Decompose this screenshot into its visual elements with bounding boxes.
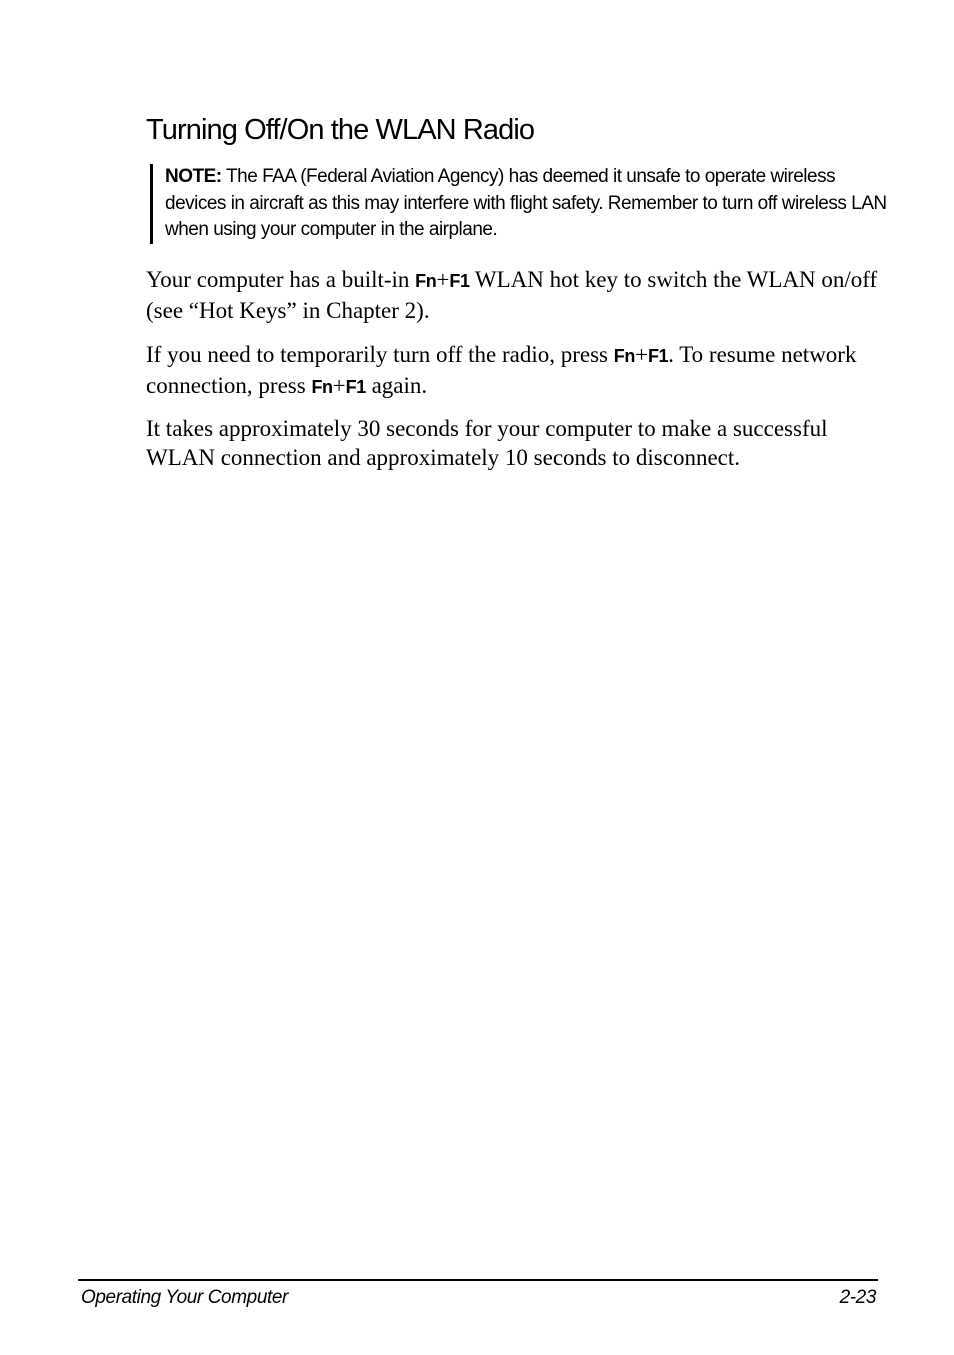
key-fn: Fn <box>415 271 437 291</box>
p1-text-b: WLAN hot key to switch the WLAN on/off (see “Hot Keys” in Chapter 2). <box>146 267 878 323</box>
key-f1: F1 <box>647 346 669 366</box>
p2-text-a: If you need to temporarily turn off the radio, press <box>146 342 614 367</box>
key-fn: Fn <box>311 377 333 397</box>
key-plus: + <box>436 267 450 292</box>
note-text: The FAA (Federal Aviation Agency) has deemed it unsafe to operate wireless devices in aircraft as this may interfere with flight safety. Remember to turn off wireless LAN when using your computer in the airplane. <box>165 166 887 240</box>
paragraph-turn-off <box>146 340 884 402</box>
note-box <box>150 164 897 244</box>
paragraph-hotkey <box>146 265 884 325</box>
p2-text-b: . To resume network connection, press <box>146 342 857 398</box>
key-f1: F1 <box>345 377 366 397</box>
paragraph-timing: It takes approximately 30 seconds for your computer to make a successful WLAN connection and approximately 10 seconds to disconnect. <box>146 416 828 470</box>
p2-text-c: again. <box>365 373 428 398</box>
note-label: NOTE: <box>165 166 222 187</box>
key-plus: + <box>634 342 648 367</box>
key-f1: F1 <box>449 271 470 291</box>
footer-chapter-title: Operating Your Computer <box>81 1287 288 1308</box>
footer-rule <box>78 1279 878 1281</box>
key-plus: + <box>332 373 346 398</box>
footer-page-number: 2-23 <box>839 1287 876 1308</box>
section-heading: Turning Off/On the WLAN Radio <box>146 114 535 146</box>
p1-text-a: Your computer has a built-in <box>146 267 416 292</box>
key-fn: Fn <box>613 346 635 366</box>
